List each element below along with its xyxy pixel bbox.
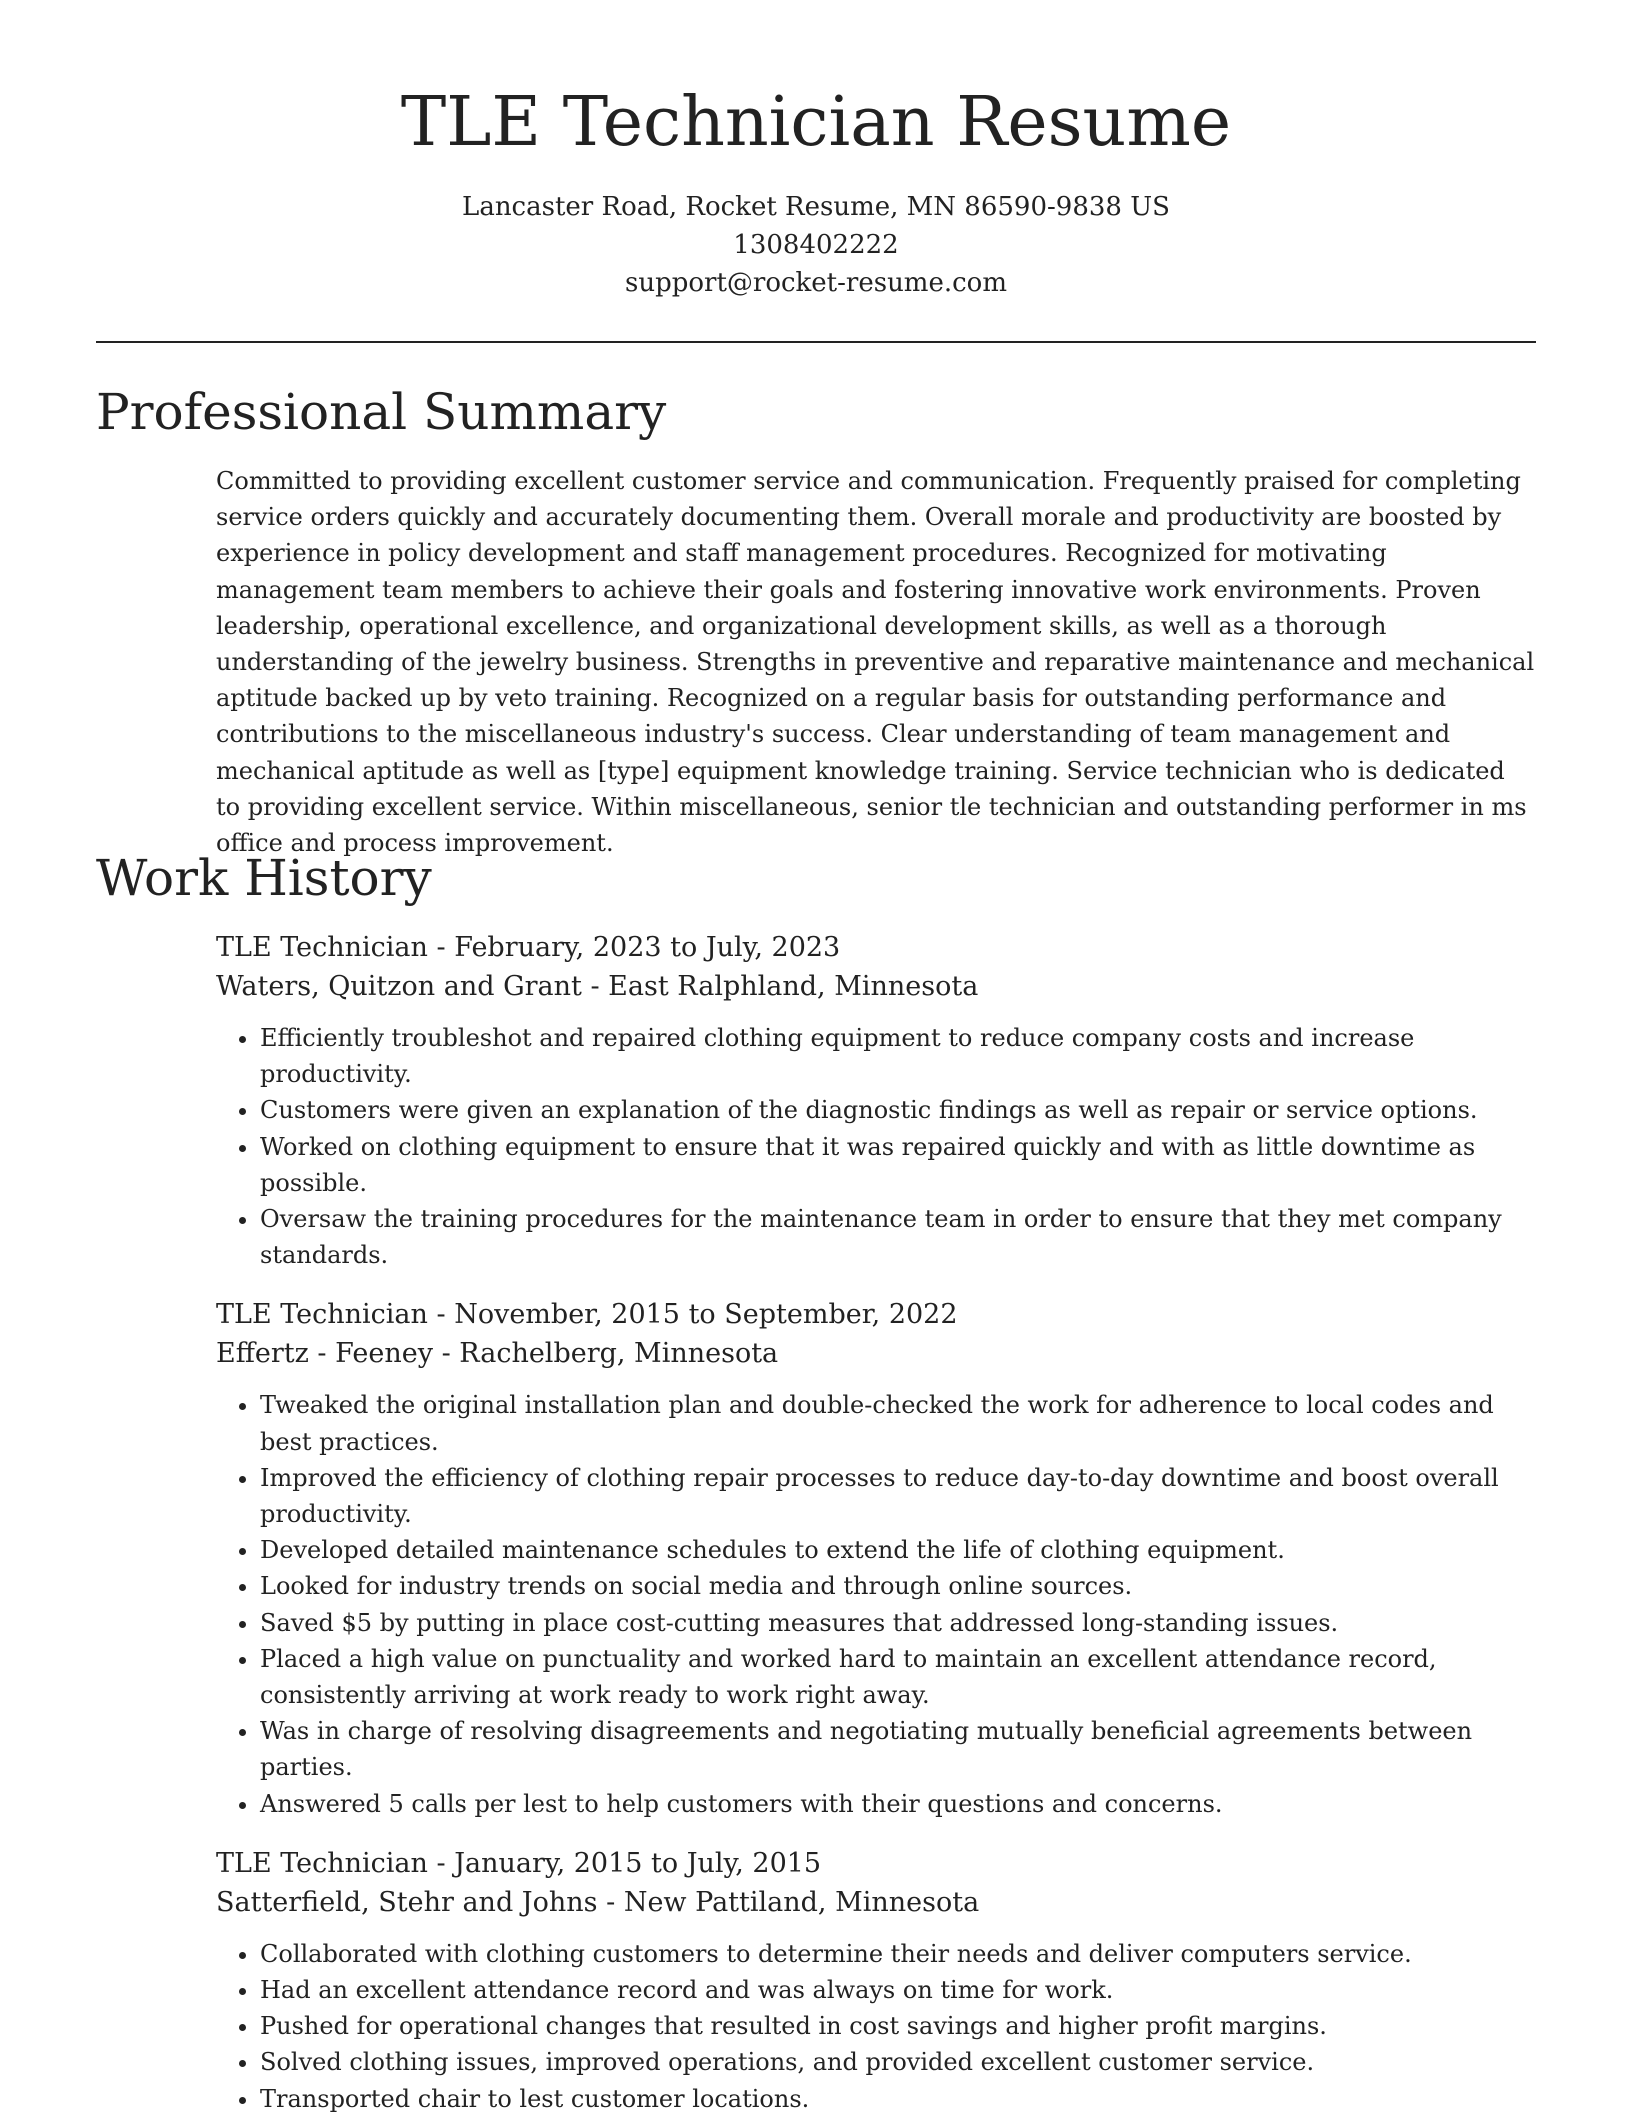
- section-title-work-history: Work History: [96, 849, 432, 907]
- list-item: • Efficiently troubleshot and repaired clothing equipment to reduce company costs and increase productivity.: [260, 1020, 1546, 1092]
- contact-address: Lancaster Road, Rocket Resume, MN 86590-9838 US: [462, 192, 1170, 222]
- job-location: - East Ralphland, Minnesota: [581, 971, 979, 1002]
- job-company-line: [216, 1883, 1546, 1922]
- job-bullets: [216, 1936, 1546, 2112]
- list-item: • Solved clothing issues, improved operations, and provided excellent customer service.: [260, 2044, 1546, 2080]
- job-bullets: [216, 1387, 1546, 1821]
- job-entry: [216, 1844, 1546, 2112]
- list-item: • Had an excellent attendance record and was always on time for work.: [260, 1972, 1546, 2008]
- job-bullets: [216, 1020, 1546, 1273]
- list-item: • Looked for industry trends on social media and through online sources.: [260, 1568, 1546, 1604]
- header-divider: [96, 341, 1536, 343]
- list-item: • Answered 5 calls per lest to help customers with their questions and concerns.: [260, 1786, 1546, 1822]
- list-item: • Was in charge of resolving disagreements and negotiating mutually beneficial agreements between parties.: [260, 1713, 1546, 1785]
- contact-phone: 1308402222: [733, 230, 899, 260]
- list-item: • Pushed for operational changes that resulted in cost savings and higher profit margins.: [260, 2008, 1546, 2044]
- job-dates: - November, 2015 to September, 2022: [427, 1299, 958, 1331]
- work-history: [216, 928, 1546, 2112]
- job-company: Satterfield, Stehr and Johns: [216, 1886, 598, 1918]
- job-entry: [216, 1295, 1546, 1821]
- job-company: Effertz - Feeney: [216, 1338, 433, 1370]
- job-role: TLE Technician: [216, 1847, 428, 1879]
- resume-title: TLE Technician Resume: [400, 83, 1232, 162]
- job-title-line: [216, 1844, 1546, 1883]
- list-item: • Worked on clothing equipment to ensure that it was repaired quickly and with as little downtime as possible.: [260, 1129, 1546, 1201]
- list-item: • Oversaw the training procedures for the maintenance team in order to ensure that they met company standards.: [260, 1201, 1546, 1273]
- list-item: • Collaborated with clothing customers to determine their needs and deliver computers service.: [260, 1936, 1546, 1972]
- job-role: TLE Technician: [216, 1299, 428, 1331]
- resume-header: [96, 78, 1536, 302]
- job-company-line: [216, 1334, 1546, 1373]
- list-item: • Developed detailed maintenance schedules to extend the life of clothing equipment.: [260, 1532, 1546, 1568]
- summary-text: Committed to providing excellent customer service and communication. Frequently praised for completing service orders quickly and accurately documenting them. Overall morale and productivity are boosted by experience in policy development and staff management procedures. Recognized for motivating management team members to achieve their goals and fostering innovative work environments. Proven leadership, operational excellence, and organizational development skills, as well as a thorough understanding of the jewelry business. Strengths in preventive and reparative maintenance and mechanical aptitude backed up by veto training. Recognized on a regular basis for outstanding performance and contributions to the miscellaneous industry's success. Clear understanding of team management and mechanical aptitude as well as [type] equipment knowledge training. Service technician who is dedicated to providing excellent service. Within miscellaneous, senior tle technician and outstanding performer in ms office and process improvement.: [216, 467, 1535, 858]
- list-item: • Improved the efficiency of clothing repair processes to reduce day-to-day downtime and boost overall productivity.: [260, 1460, 1546, 1532]
- list-item: • Tweaked the original installation plan and double-checked the work for adherence to local codes and best practices.: [260, 1387, 1546, 1459]
- job-location: - Rachelberg, Minnesota: [432, 1338, 779, 1370]
- list-item: • Transported chair to lest customer locations.: [260, 2081, 1546, 2112]
- job-company-line: [216, 967, 1546, 1006]
- job-company: Waters, Quitzon and Grant: [216, 971, 582, 1002]
- job-role: TLE Technician: [216, 932, 428, 963]
- section-title-summary: Professional Summary: [96, 383, 667, 441]
- job-title-line: [216, 1295, 1546, 1334]
- contact-info: [96, 188, 1536, 302]
- list-item: • Placed a high value on punctuality and worked hard to maintain an excellent attendance record, consistently arriving at work ready to work right away.: [260, 1641, 1546, 1713]
- job-title-line: [216, 928, 1546, 967]
- job-dates: - January, 2015 to July, 2015: [427, 1847, 822, 1879]
- list-item: • Saved $5 by putting in place cost-cutting measures that addressed long-standing issues.: [260, 1605, 1546, 1641]
- job-location: - New Pattiland, Minnesota: [597, 1886, 980, 1918]
- job-entry: [216, 928, 1546, 1273]
- contact-email: support@rocket-resume.com: [624, 268, 1007, 298]
- job-dates: - February, 2023 to July, 2023: [427, 932, 841, 963]
- list-item: • Customers were given an explanation of the diagnostic findings as well as repair or service options.: [260, 1092, 1546, 1128]
